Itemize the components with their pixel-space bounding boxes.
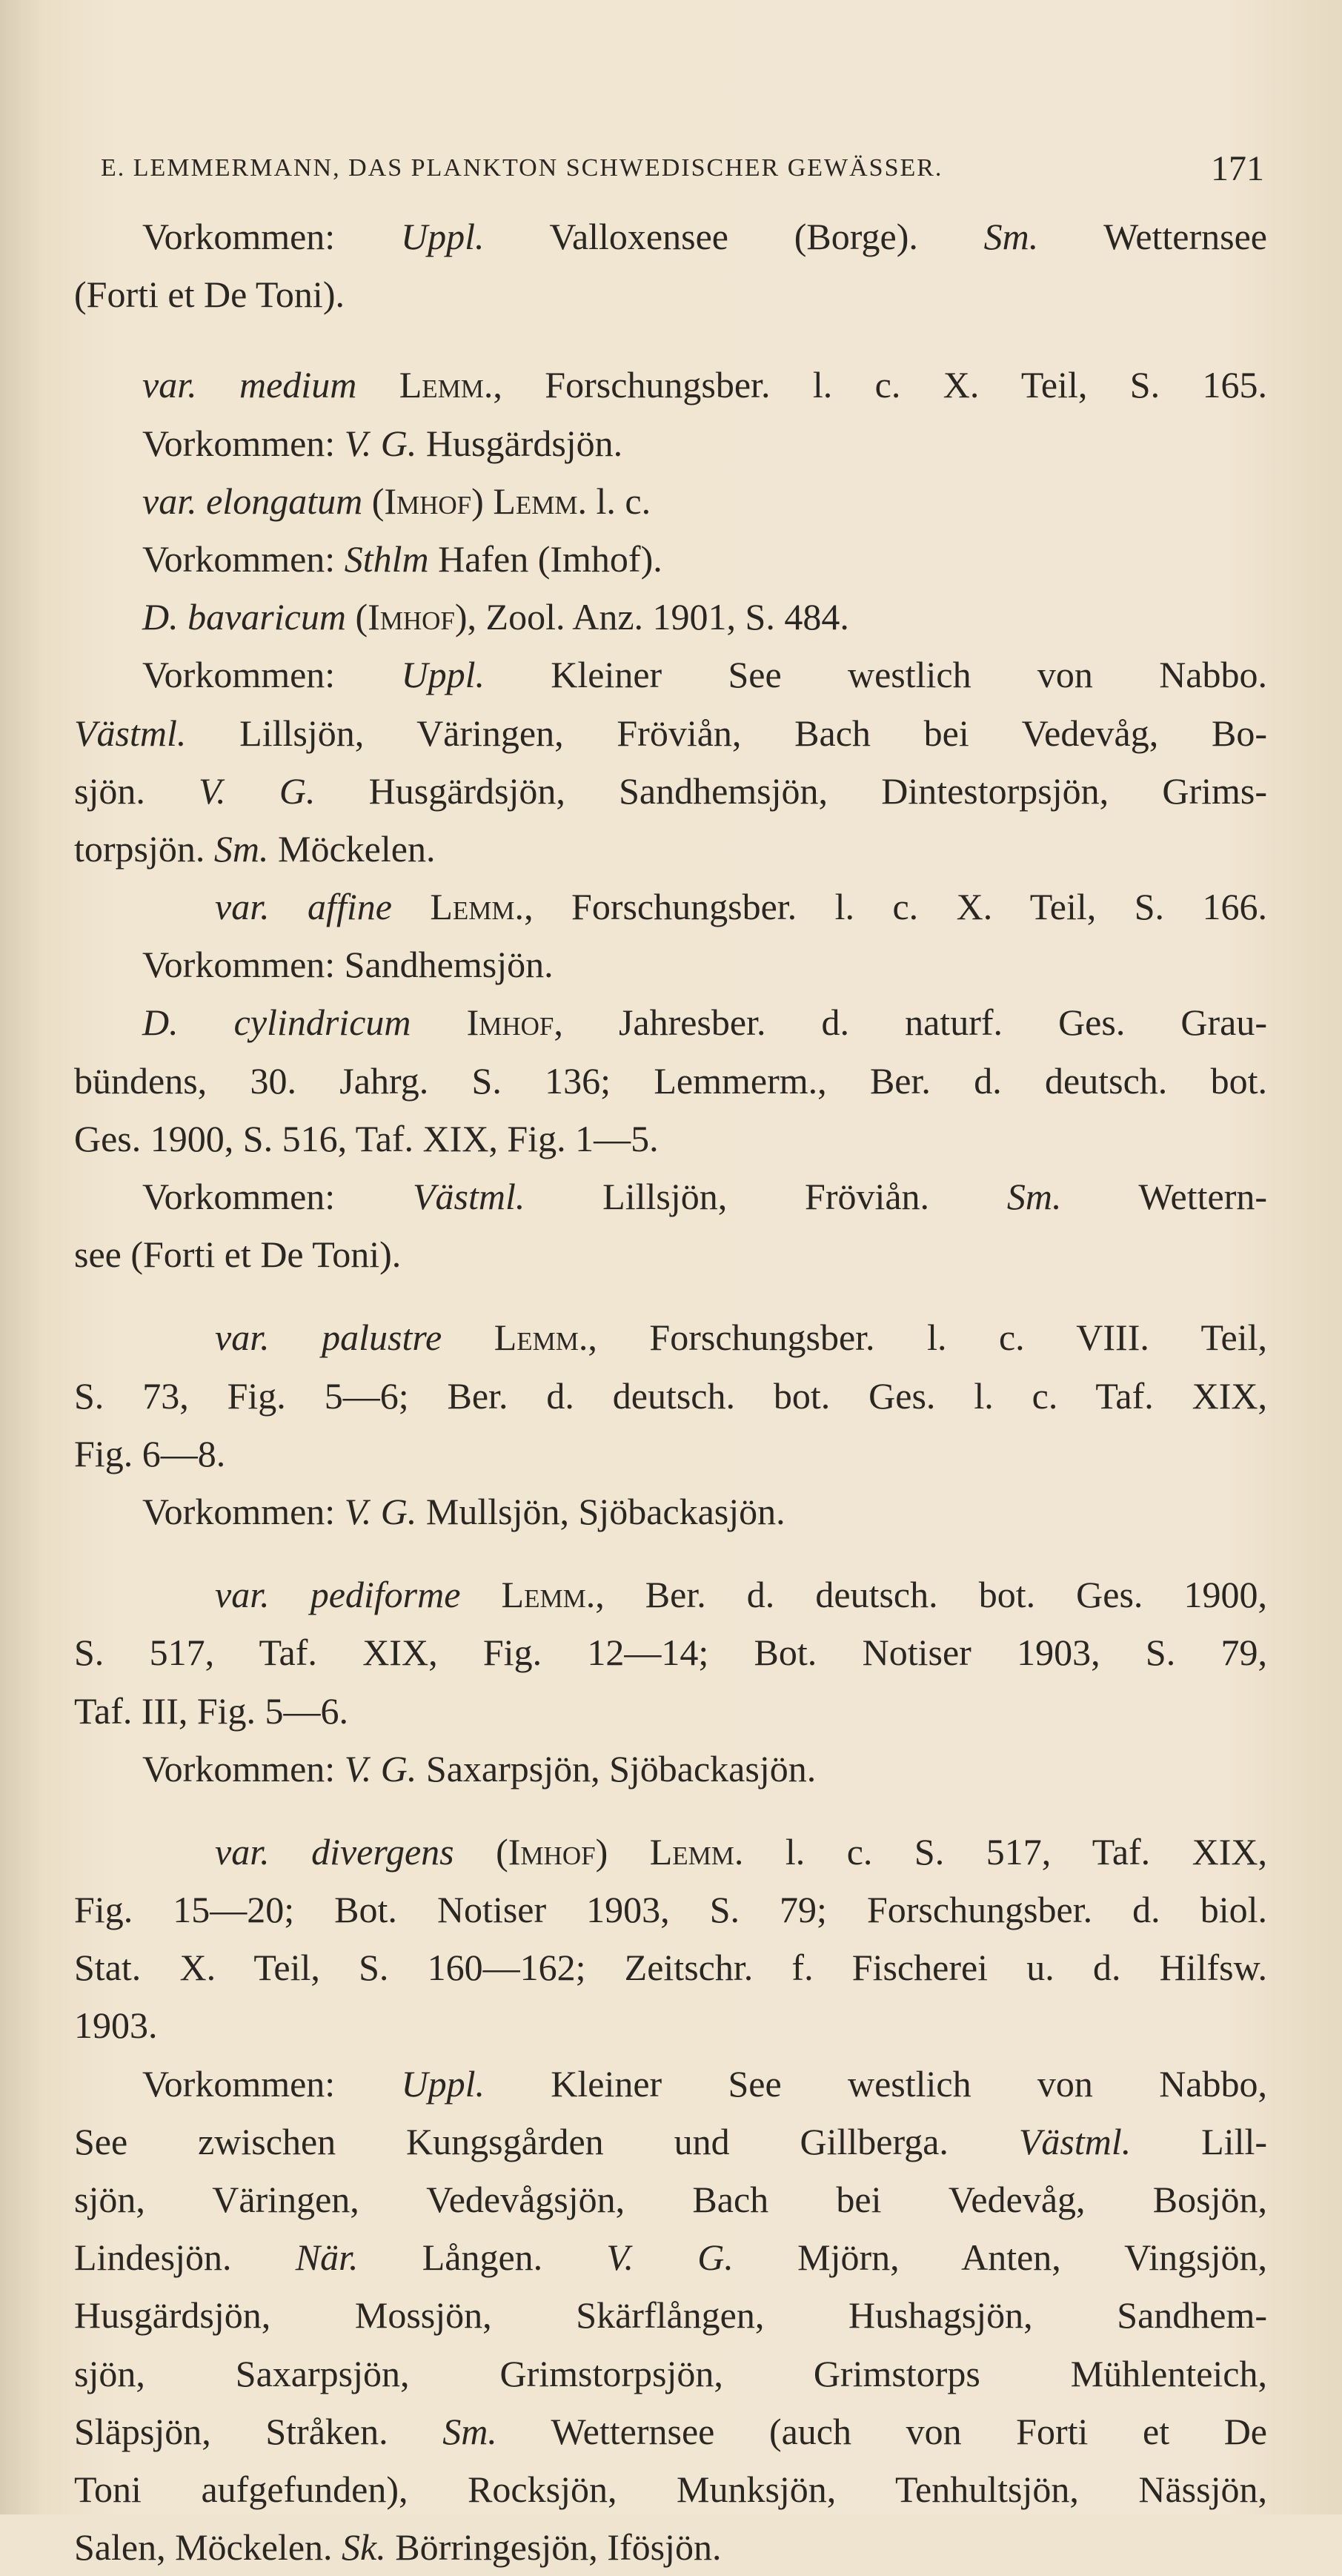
text-line (74, 1110, 1267, 1168)
text-line (74, 1996, 1267, 2054)
paragraph-gap (74, 1283, 1267, 1308)
text-line (74, 1225, 1267, 1283)
text-run: Släpsjön, Stråken. (74, 2410, 443, 2452)
text-run: l. c. S. 517, Taf. XIX, (743, 1830, 1267, 1873)
text-run (392, 886, 430, 927)
text-run: , Forschungsber. l. c. VIII. Teil, (588, 1317, 1267, 1359)
italic-text: V. G. (199, 769, 316, 812)
text-run: S. 517, Taf. XIX, Fig. 12—14; Bot. Notiser 1903, S. 79, (74, 1632, 1267, 1674)
text-run: Lill- (1131, 2120, 1267, 2162)
text-run: See zwischen Kungsgården und Gillberga. (74, 2120, 1019, 2162)
text-line (74, 646, 1267, 703)
author-name: Lemm. (649, 1830, 744, 1873)
text-run: sjön. (74, 769, 199, 812)
italic-text: V. G. (344, 1747, 417, 1789)
text-run: Saxarpsjön, Sjöbackasjön. (416, 1747, 817, 1789)
text-line (74, 1566, 1267, 1623)
text-line (74, 936, 1267, 993)
body-text (74, 208, 1267, 2576)
italic-text: V. G. (344, 422, 417, 464)
text-run: Vorkommen: (142, 537, 345, 580)
paragraph-gap (74, 1540, 1267, 1566)
text-run: Vorkommen: (142, 1747, 345, 1789)
text-run: Husgärdsjön, Sandhemsjön, Dintestorpsjön, Grims- (315, 769, 1267, 812)
text-run: Börringesjön, Ifösjön. (385, 2526, 722, 2569)
italic-text: var. palustre (215, 1317, 442, 1359)
text-line (74, 588, 1267, 646)
italic-text: V. G. (344, 1490, 417, 1532)
italic-text: var. affine (215, 886, 392, 928)
text-line (74, 1881, 1267, 1938)
text-run: Kleiner See westlich von Nabbo, (484, 2062, 1267, 2105)
author-name: Lemm. (501, 1574, 596, 1616)
text-run: sjön, Väringen, Vedevågsjön, Bach bei Vedevåg, Bosjön, (74, 2179, 1267, 2220)
text-run: S. 73, Fig. 5—6; Ber. d. deutsch. bot. Ges. l. c. Taf. XIX, (74, 1374, 1267, 1417)
text-line (74, 2460, 1267, 2518)
italic-text: Sm. (1006, 1176, 1062, 1217)
text-line (74, 993, 1267, 1051)
author-name: Imhof (384, 480, 472, 522)
text-line (74, 2055, 1267, 2113)
author-name: Imhof (466, 1001, 554, 1044)
text-run: Kleiner See westlich von Nabbo. (484, 654, 1267, 696)
text-run: Möckelen. (268, 827, 436, 870)
italic-text: D. bavaricum (142, 596, 346, 638)
text-run: Mjörn, Anten, Vingsjön, (733, 2236, 1267, 2279)
text-line (74, 1168, 1267, 1225)
text-run (460, 1574, 501, 1615)
running-header (101, 147, 1264, 191)
italic-text: Sm. (442, 2410, 497, 2452)
italic-text: D. cylindricum (142, 1001, 411, 1044)
text-line (74, 704, 1267, 762)
text-run: Salen, Möckelen. (74, 2526, 342, 2569)
text-run: Vorkommen: (142, 1490, 345, 1532)
text-run: sjön, Saxarpsjön, Grimstorpsjön, Grimstorps Mühlenteich, (74, 2352, 1267, 2394)
text-run: ( (362, 480, 385, 522)
text-run: Vorkommen: Sandhemsjön. (142, 944, 554, 986)
text-run: Vorkommen: (142, 1176, 413, 1217)
text-line (74, 1938, 1267, 1996)
text-run: (Forti et De Toni). (74, 274, 345, 316)
text-run: , Jahresber. d. naturf. Ges. Grau- (554, 1001, 1267, 1044)
italic-text: var. elongatum (142, 480, 363, 522)
text-run: ( (345, 596, 368, 638)
text-run: Stat. X. Teil, S. 160—162; Zeitschr. f. Fischerei u. d. Hilfsw. (74, 1947, 1267, 1989)
text-run: ( (454, 1830, 508, 1873)
text-run: Wettern- (1061, 1176, 1267, 1217)
author-name: Lemm. (399, 364, 494, 406)
author-name: Lemm. (493, 480, 587, 522)
text-run (411, 1001, 467, 1043)
text-line (74, 1052, 1267, 1110)
text-line (74, 265, 1267, 323)
text-line (74, 472, 1267, 530)
text-line (74, 1483, 1267, 1540)
text-line (74, 1740, 1267, 1798)
author-name: Lemm. (494, 1317, 588, 1359)
text-run: Fig. 6—8. (74, 1432, 226, 1474)
text-run: Lindesjön. (74, 2236, 296, 2279)
text-line (74, 2286, 1267, 2344)
text-line (74, 2345, 1267, 2403)
italic-text: var. divergens (215, 1830, 454, 1873)
text-line (74, 1425, 1267, 1483)
italic-text: var. medium (142, 364, 357, 406)
italic-text: Sk. (342, 2526, 386, 2569)
text-run (356, 364, 399, 405)
author-name: Imhof (368, 596, 455, 638)
text-line (74, 414, 1267, 472)
text-line (74, 2518, 1267, 2576)
text-run: Lången. (358, 2236, 607, 2279)
italic-text: Uppl. (401, 654, 485, 696)
text-run: Toni aufgefunden), Rocksjön, Munksjön, Tenhultsjön, Nässjön, (74, 2468, 1267, 2510)
text-run: , Forschungsber. l. c. X. Teil, S. 166. (524, 886, 1267, 928)
page-number: 171 (1211, 149, 1264, 188)
text-run: Valloxensee (Borge). (484, 216, 984, 257)
text-line (74, 2113, 1267, 2171)
text-run: Ges. 1900, S. 516, Taf. XIX, Fig. 1—5. (74, 1117, 659, 1159)
author-name: Imhof (508, 1830, 596, 1873)
running-title: E. LEMMERMANN, DAS PLANKTON SCHWEDISCHER GEWÄSSER. (101, 154, 943, 182)
text-run: Vorkommen: (142, 2062, 402, 2105)
text-line (74, 1682, 1267, 1740)
text-run: torpsjön. (74, 827, 214, 870)
text-run: ) (595, 1830, 650, 1873)
text-line (74, 2171, 1267, 2228)
text-line (74, 356, 1267, 414)
text-run: 1903. (74, 2004, 158, 2047)
text-run: Husgärdsjön, Mossjön, Skärflången, Hushagsjön, Sandhem- (74, 2294, 1267, 2337)
text-run: Hafen (Imhof). (428, 537, 662, 580)
text-line (74, 1623, 1267, 1681)
italic-text: Västml. (1018, 2120, 1132, 2162)
paragraph-gap (74, 323, 1267, 356)
text-line (74, 1823, 1267, 1881)
text-run: Vorkommen: (142, 654, 402, 696)
paragraph-gap (74, 1798, 1267, 1823)
text-line (74, 2228, 1267, 2286)
text-line (74, 762, 1267, 820)
text-run: Wetternsee (auch von Forti et De (496, 2410, 1267, 2452)
text-run: Vorkommen: (142, 422, 345, 464)
italic-text: Sthlm (344, 537, 429, 580)
text-run: ) (471, 480, 494, 522)
text-run: Wetternsee (1038, 216, 1267, 257)
text-run: Lillsjön, Fröviån. (525, 1176, 1007, 1217)
text-run: Lillsjön, Väringen, Fröviån, Bach bei Vedevåg, Bo- (186, 712, 1267, 754)
text-run: Fig. 15—20; Bot. Notiser 1903, S. 79; Forschungsber. d. biol. (74, 1889, 1267, 1931)
italic-text: Västml. (412, 1176, 525, 1217)
text-line (74, 2403, 1267, 2460)
italic-text: Uppl. (401, 2062, 485, 2105)
text-run: Mullsjön, Sjöbackasjön. (416, 1490, 785, 1532)
text-run: Taf. III, Fig. 5—6. (74, 1689, 349, 1732)
italic-text: När. (295, 2236, 359, 2279)
author-name: Lemm. (430, 886, 525, 928)
text-run: see (Forti et De Toni). (74, 1234, 402, 1276)
italic-text: var. pediforme (215, 1574, 461, 1616)
text-line (74, 1367, 1267, 1425)
italic-text: Sm. (213, 827, 269, 870)
italic-text: Västml. (74, 712, 187, 754)
text-line (74, 878, 1267, 936)
text-run (442, 1317, 494, 1358)
text-run: , Forschungsber. l. c. X. Teil, S. 165. (493, 364, 1267, 406)
text-run: , Ber. d. deutsch. bot. Ges. 1900, (595, 1574, 1267, 1616)
text-line (74, 1308, 1267, 1366)
text-run: ), Zool. Anz. 1901, S. 484. (454, 596, 849, 638)
italic-text: Sm. (983, 216, 1039, 257)
text-run: Husgärdsjön. (416, 422, 623, 464)
italic-text: V. G. (606, 2236, 734, 2279)
italic-text: Uppl. (400, 216, 485, 257)
text-run: Vorkommen: (142, 216, 401, 257)
text-line (74, 208, 1267, 265)
text-run: l. c. (586, 480, 651, 522)
text-run: bündens, 30. Jahrg. S. 136; Lemmerm., Ber. d. deutsch. bot. (74, 1059, 1267, 1102)
text-line (74, 530, 1267, 588)
text-line (74, 820, 1267, 878)
